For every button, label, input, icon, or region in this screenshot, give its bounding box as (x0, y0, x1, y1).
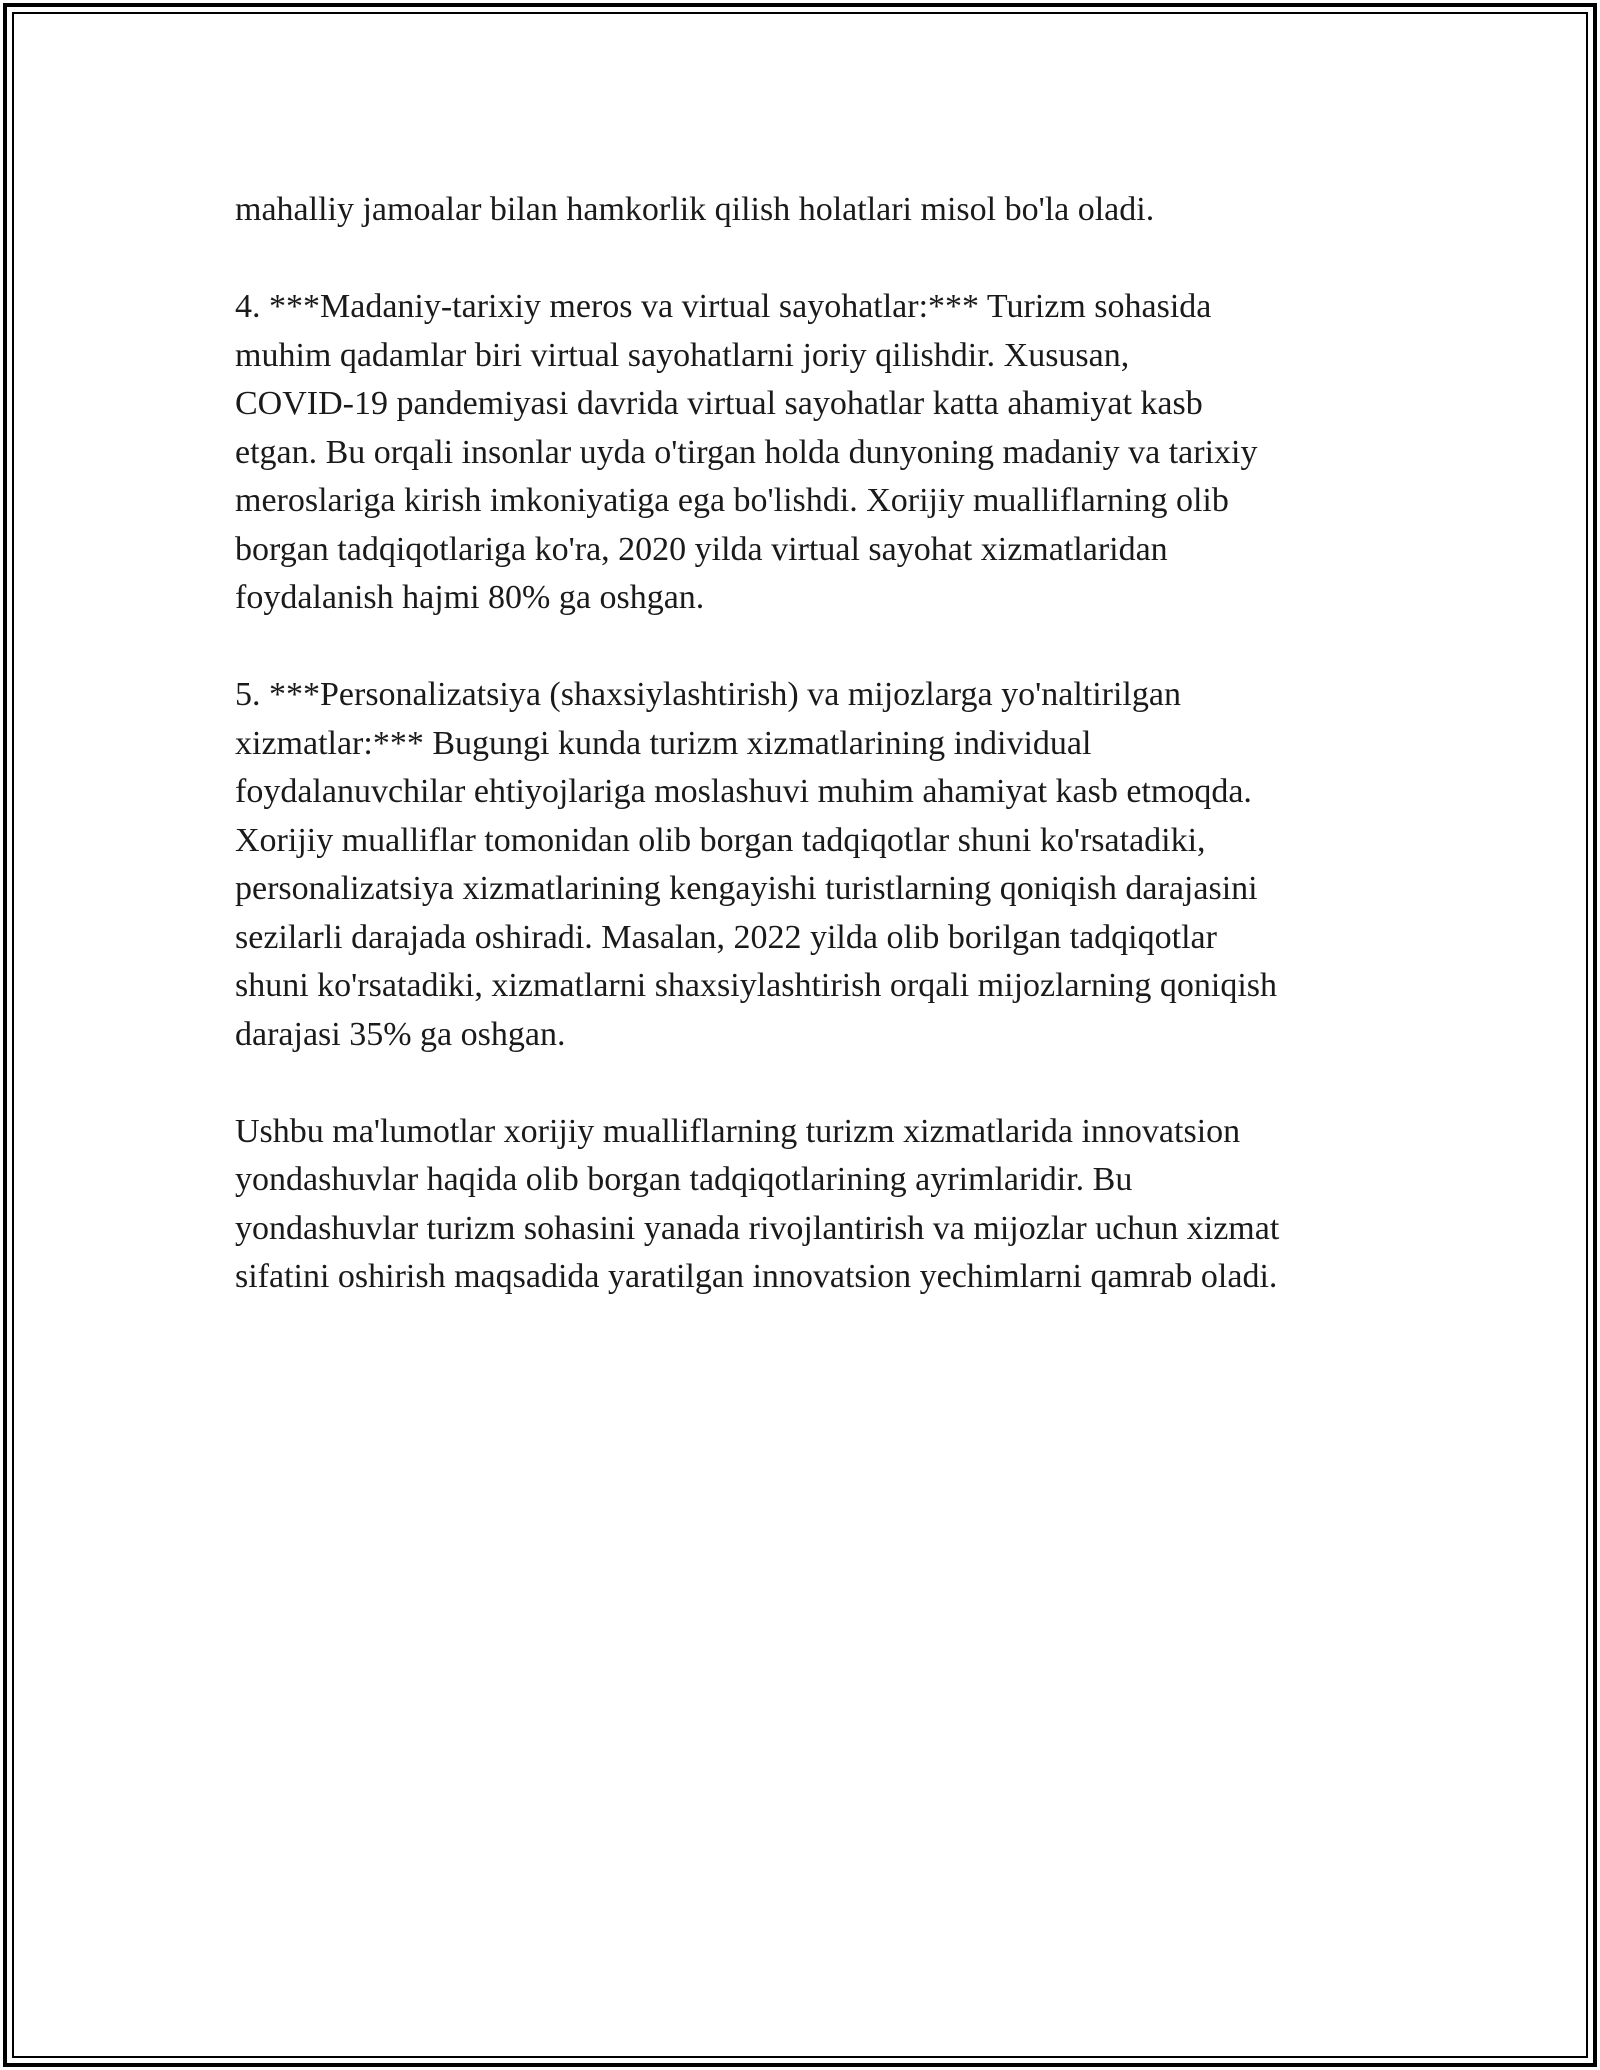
text-line: borgan tadqiqotlariga ko'ra, 2020 yilda virtual sayohat xizmatlaridan (235, 530, 1168, 568)
text-line: muhim qadamlar biri virtual sayohatlarni joriy qilishdir. Xususan, (235, 336, 1130, 374)
text-line: 5. ***Personalizatsiya (shaxsiylashtirish) va mijozlarga yo'naltirilgan (235, 676, 1181, 713)
text-line: mahalliy jamoalar bilan hamkorlik qilish holatlari misol bo'la oladi. (235, 191, 1155, 228)
text-line: Xorijiy mualliflar tomonidan olib borgan tadqiqotlar shuni ko'rsatadiki, (235, 821, 1206, 859)
paragraph-item-5 (235, 671, 1375, 1059)
text-line: yondashuvlar haqida olib borgan tadqiqotlarining ayrimlaridir. Bu (235, 1161, 1133, 1198)
text-line: sezilarli darajada oshiradi. Masalan, 2022 yilda olib borilgan tadqiqotlar (235, 918, 1217, 956)
text-line: COVID-19 pandemiyasi davrida virtual sayohatlar katta ahamiyat kasb (235, 385, 1203, 422)
text-line: foydalanuvchilar ehtiyojlariga moslashuvi muhim ahamiyat kasb etmoqda. (235, 773, 1252, 810)
text-line: foydalanish hajmi 80% ga oshgan. (235, 579, 705, 616)
text-line: 4. ***Madaniy-tarixiy meros va virtual sayohatlar:*** Turizm sohasida (235, 288, 1212, 325)
text-line: darajasi 35% ga oshgan. (235, 1015, 566, 1053)
paragraph-conclusion (235, 1108, 1375, 1302)
text-line: meroslariga kirish imkoniyatiga ega bo'lishdi. Xorijiy mualliflarning olib (235, 482, 1229, 519)
text-line: personalizatsiya xizmatlarining kengayishi turistlarning qoniqish darajasini (235, 870, 1258, 907)
text-line: sifatini oshirish maqsadida yaratilgan innovatsion yechimlarni qamrab oladi. (235, 1258, 1278, 1295)
text-line: yondashuvlar turizm sohasini yanada rivojlantirish va mijozlar uchun xizmat (235, 1209, 1280, 1247)
text-line: Ushbu ma'lumotlar xorijiy mualliflarning turizm xizmatlarida innovatsion (235, 1112, 1241, 1150)
text-line: etgan. Bu orqali insonlar uyda o'tirgan holda dunyoning madaniy va tarixiy (235, 433, 1258, 471)
text-line: shuni ko'rsatadiki, xizmatlarni shaxsiylashtirish orqali mijozlarning qoniqish (235, 967, 1278, 1004)
paragraph-continuation (235, 186, 1375, 235)
text-line: xizmatlar:*** Bugungi kunda turizm xizmatlarining individual (235, 724, 1092, 762)
paragraph-item-4 (235, 283, 1375, 623)
document-body (235, 186, 1375, 1350)
